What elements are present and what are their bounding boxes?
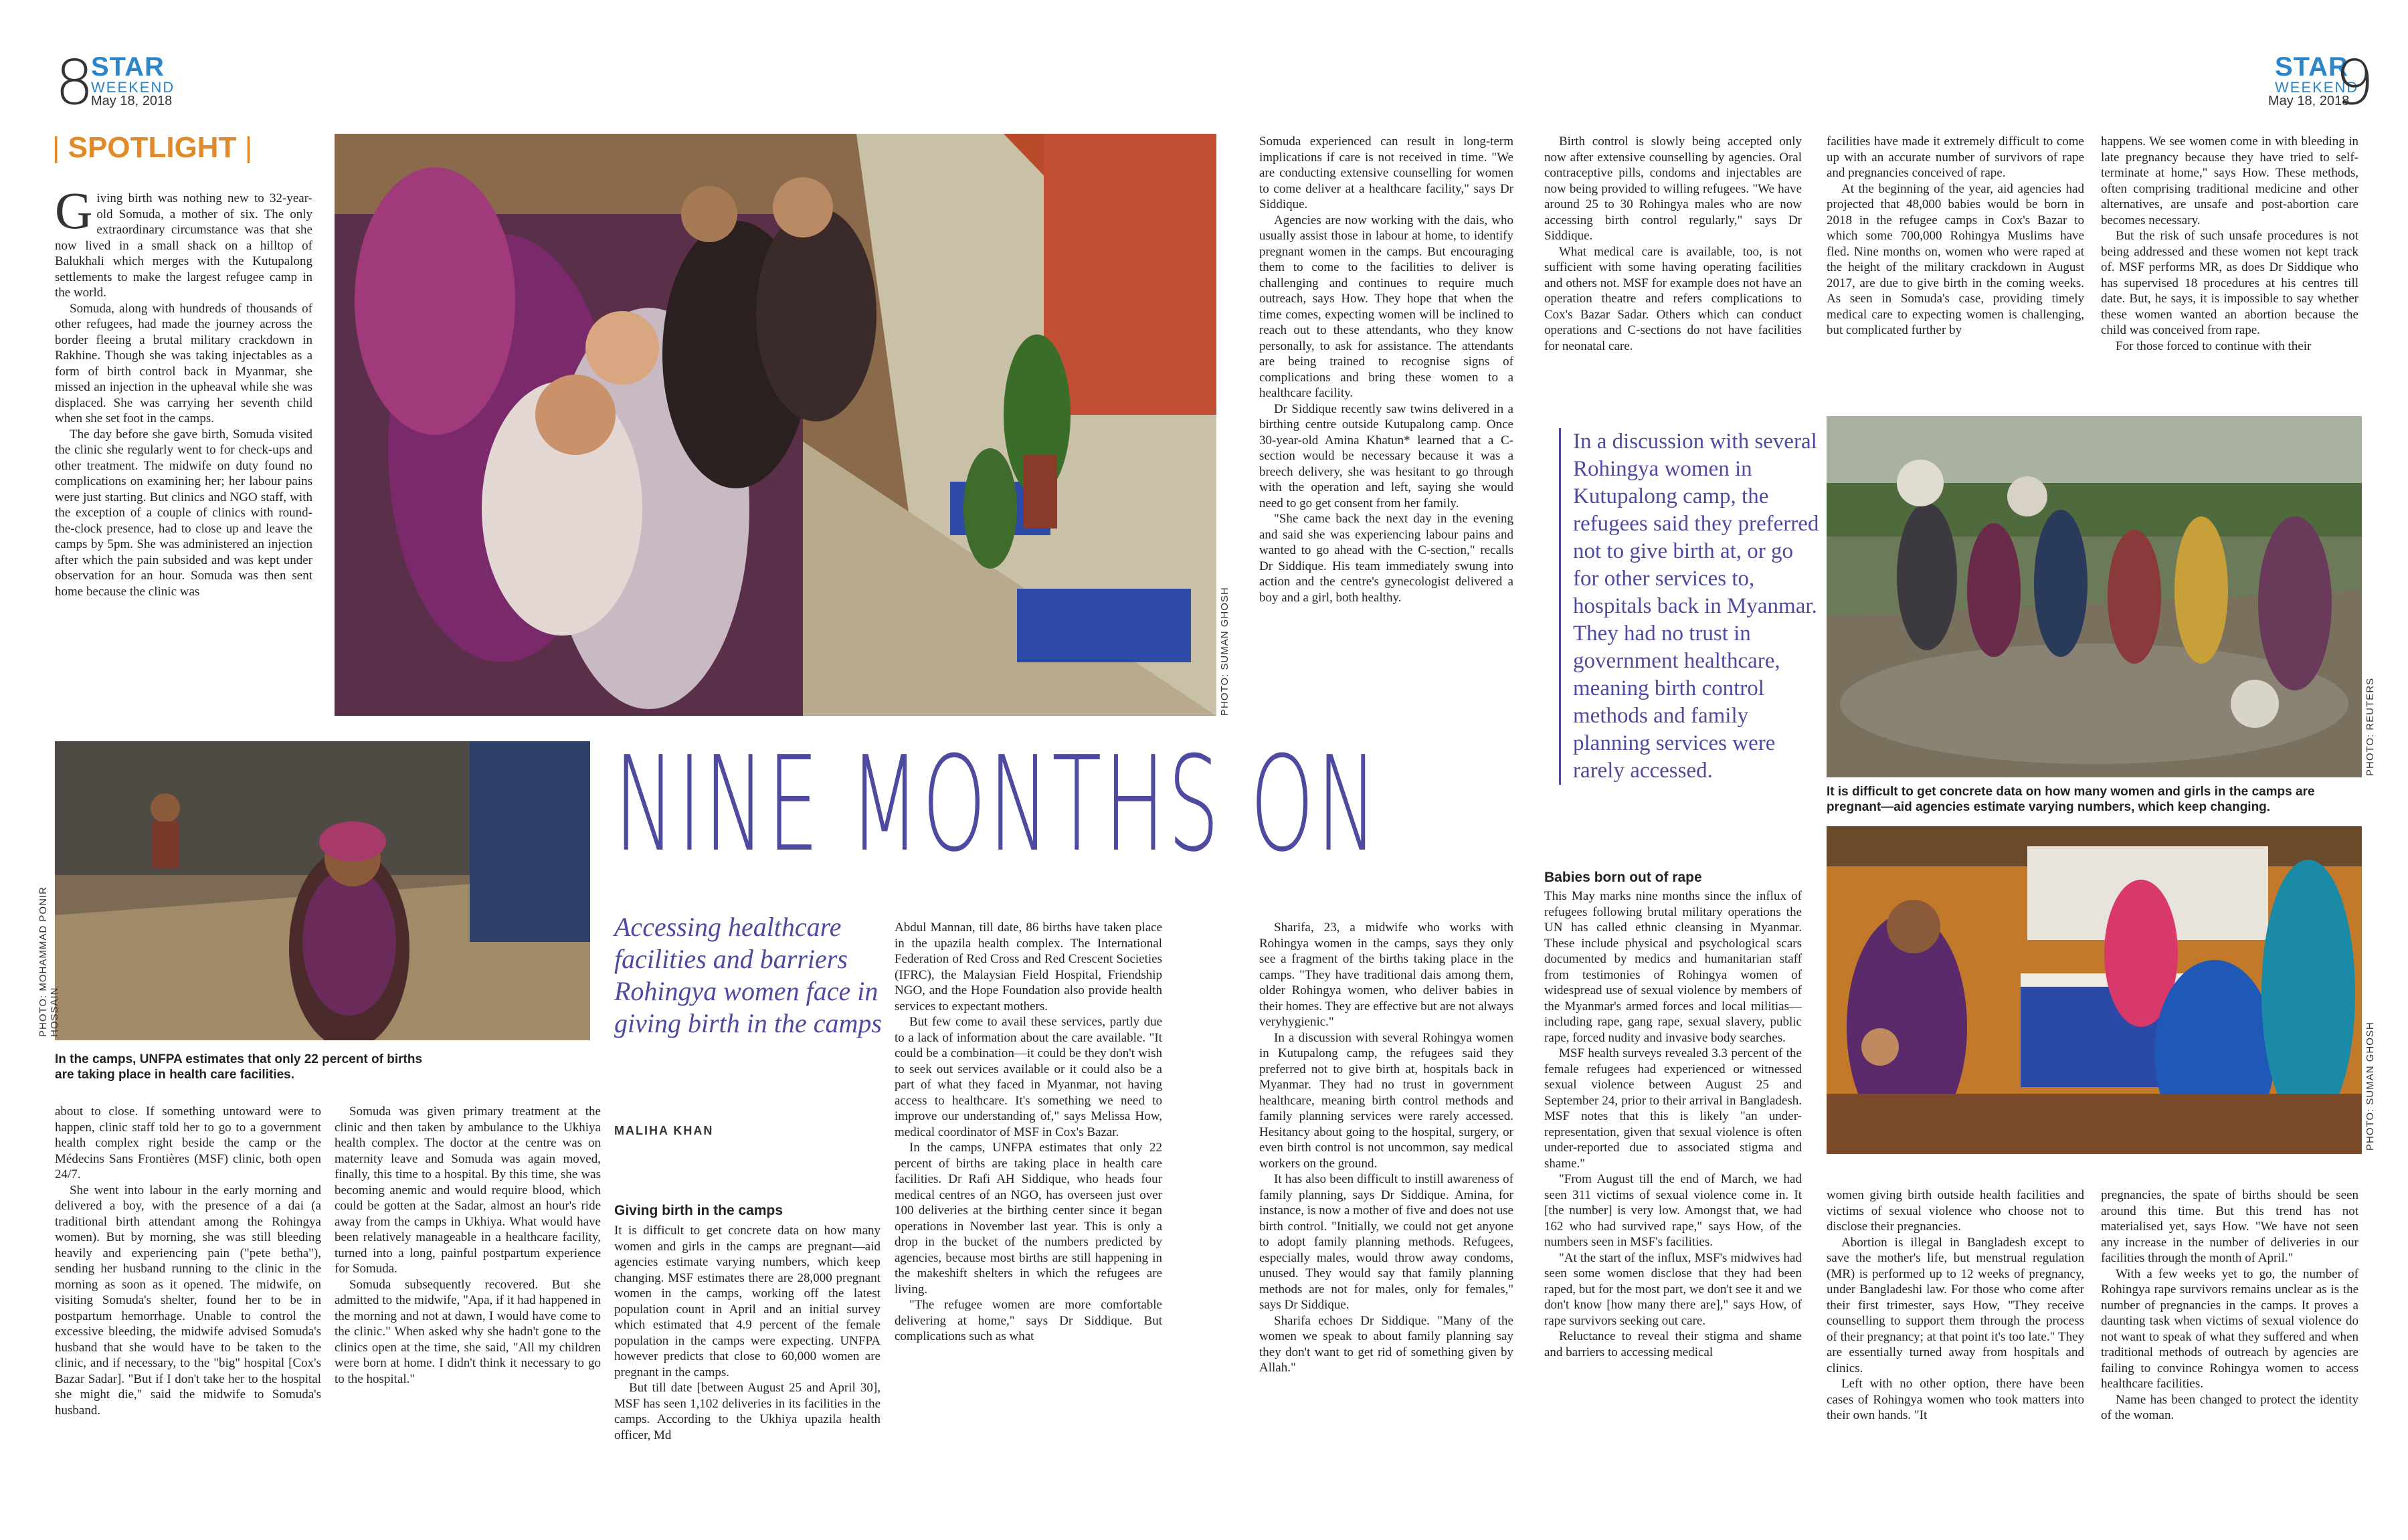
paragraph: Left with no other option, there have been cases of Rohingya women who took matters into their own hands. "It: [1827, 1377, 2084, 1422]
column-4: [614, 1223, 881, 1515]
photo-credit-top: PHOTO: SUMAN GHOSH: [1219, 587, 1230, 716]
paragraph: Name has been changed to protect the identity of the woman.: [2101, 1392, 2358, 1422]
caption-left: In the camps, UNFPA estimates that only 22 percent of births are taking place in health care facilities.: [55, 1052, 423, 1082]
paragraph: It has also been difficult to instill awareness of family planning, says Dr Siddique. Amina, for instance, is now a mother of five and does not use birth control. "Initially, we could not get anyone to adopt family planning methods. Refugees, especially males, would throw away condoms, unused. They would say that family planning methods are not for males, only for females," says Dr Siddique.: [1259, 1172, 1513, 1312]
paragraph: Abortion is illegal in Bangladesh except to save the mother's life, but menstrual regulation (MR) is performed up to 12 weeks of pregnancy, under Bangladeshi law. For those who come after their first trimester, says How, "They receive counselling to support them through the process of their pregnancy; at that point it's too late." They are essentially turned away from hospitals and clinics.: [1827, 1235, 2084, 1375]
paragraph: In the camps, UNFPA estimates that only 22 percent of births are taking place in health care facilities. Dr Rafi AH Siddique, who heads four medical centres of an NGO, has overseen just over 100 deliveries at the birthing center since it began operations in November last year. This is only a drop in the bucket of the numbers predicted by agencies, because most births are still happening in the makeshift shelters in which the refugees are living.: [895, 1141, 1162, 1296]
date-left: May 18, 2018: [91, 94, 173, 108]
photo-refugees-walking: [1827, 416, 2362, 777]
paragraph: happens. We see women come in with bleeding in late pregnancy because they have tried to self-terminate at home," says How. These methods, often comprising traditional medicine and other alternatives, are unsafe and post-abortion care becomes necessary.: [2101, 134, 2358, 227]
paragraph: Somuda subsequently recovered. But she admitted to the midwife, "Apa, if it had happened in the morning and not at dawn, I would have come to the clinic." When asked why she hadn't gone to the clinics open at the time, she said, "All my children were born at home. I didn't think it necessary to go to the hospital.": [335, 1277, 601, 1386]
paragraph: For those forced to continue with their: [2116, 339, 2312, 353]
paragraph: Somuda, along with hundreds of thousands of other refugees, had made the journey across the border fleeing a brutal military crackdown in Rakhine. Though she was taking injectables as a form of birth control back in Myanmar, she missed an injection in the upheaval while she was displaced. She was carrying her seventh child when she set foot in the camps.: [55, 301, 312, 425]
subhead-babies: Babies born out of rape: [1544, 870, 1702, 885]
section-text: SPOTLIGHT: [68, 131, 237, 164]
paragraph: Dr Siddique recently saw twins delivered in a birthing centre outside Kutupalong camp. Once 30-year-old Amina Khatun* learned that a C-section would be necessary because it was a breech delivery, she was hesitant to go through with the operation and left, saying she would need to go get consent from her family.: [1259, 401, 1513, 510]
paragraph: In a discussion with several Rohingya women in Kutupalong camp, the refugees said they preferred not to give birth at, hospitals back in Myanmar. They had no trust in government healthcare, meaning birth control methods and family planning services were rarely accessed. Hesitancy about going to the hospital, surgery, or even birth control is not uncommon, say medical workers on the ground.: [1259, 1030, 1513, 1171]
paragraph: pregnancies, the spate of births should be seen around this time. But this trend has not materialised yet, says How. "We have not seen any increase in the number of deliveries in our facilities through the month of April.": [2101, 1188, 2358, 1265]
column-10-bottom: [2101, 1187, 2358, 1515]
page-number-right: 9: [2335, 47, 2375, 118]
paragraph: MSF health surveys revealed 3.3 percent of the female refugees had experienced or witnessed sexual violence between August 25 and September 24, prior to their arrival in Bangladesh. MSF notes that this is likely "an under-representation, given that sexual violence is often under-reported due to associated stigma and shame.": [1544, 1046, 1802, 1171]
paragraph: Sharifa echoes Dr Siddique. "Many of the women we speak to about family planning say they don't want to get rid of something given by Allah.": [1259, 1313, 1513, 1375]
photo-woman-standing: [55, 741, 590, 1040]
caption-right-top: It is difficult to get concrete data on how many women and girls in the camps are pregnant—aid agencies estimate varying numbers, which keep changing.: [1827, 785, 2315, 814]
paragraph: But few come to avail these services, partly due to a lack of information about the care available. "It could be a combination—it could be they don't wish to seek out services available or it could also be a part of what they faced in Myanmar, not having access to healthcare. It's something we need to improve our understanding of," says Melissa How, medical coordinator of MSF in Cox's Bazar.: [895, 1015, 1162, 1139]
column-1: [55, 191, 312, 726]
photo-refugees-walking-art: [1827, 416, 2362, 777]
paragraph: Somuda was given primary treatment at the clinic and then taken by ambulance to the Ukhiya health complex. The doctor at the centre was on maternity leave and Somuda was again moved, finally, this time to a hospital. By this time, she was becoming anemic and would require blood, which could be gotten at the Sadar, almost an hour's ride away from the camps in Ukhiya. What would have been relatively manageable in a healthcare facility, turned into a long, painful postpartum experience for Somuda.: [335, 1104, 601, 1276]
column-10-top: [2101, 134, 2358, 401]
headline: NINE MONTHS ON: [614, 729, 1380, 881]
paragraph: Birth control is slowly being accepted only now after extensive counselling by agencies. Oral contraceptive pills, condoms and injectables are now being provided to willing refugees. "We have around 25 to 30 Rohingya males who are now accessing birth control regularly," says Dr Siddique.: [1544, 134, 1802, 243]
photo-credit-right-bottom: PHOTO: SUMAN GHOSH: [2365, 1022, 2376, 1151]
paragraph: about to close. If something untoward were to happen, clinic staff told her to go to a government health complex right beside the camp or the Médecins Sans Frontières (MSF) clinic, both open 24/7.: [55, 1104, 321, 1181]
paragraph: But till date [between August 25 and April 30], MSF has seen 1,102 deliveries in its facilities in the camps. According to the Ukhiya upazila health officer, Md: [614, 1381, 881, 1442]
brand-right: STAR: [2275, 52, 2348, 82]
paragraph: The day before she gave birth, Somuda visited the clinic she regularly went to for check-ups and other treatment. The midwife on duty found no complications on examining her; her labour pains were just starting. But clinics and NGO staff, with the exception of a couple of clinics with round-the-clock presence, had to close up and leave the camps by 5pm. She was administered an injection after which the pain subsided and was kept under observation for an hour. Somuda was then sent home because the clinic was: [55, 427, 312, 599]
photo-credit-right-top: PHOTO: REUTERS: [2365, 677, 2376, 776]
column-6: [1259, 134, 1513, 723]
paragraph: women giving birth outside health facilities and victims of sexual violence who choose not to disclose their pregnancies.: [1827, 1188, 2084, 1234]
brand-left: STAR: [91, 52, 165, 82]
paragraph: Sharifa, 23, a midwife who works with Rohingya women in the camps, says they only see a fragment of the births taking place in the camps. "They have traditional dais among them, older Rohingya women, who deliver babies in their homes. They are effective but are not always veryhygienic.": [1259, 921, 1513, 1029]
column-8-top: [1544, 134, 1802, 408]
column-8-bottom: [1544, 888, 1802, 1515]
photo-women-queue: [335, 134, 1216, 716]
paragraph: Somuda experienced can result in long-term implications if care is not received in time. "We are conducting extensive counselling for women to come deliver at a healthcare facility," says Dr Siddique.: [1259, 134, 1513, 211]
subhead-giving-birth: Giving birth in the camps: [614, 1203, 783, 1218]
paragraph: "She came back the next day in the evening and said she was experiencing labour pains and wanted to go ahead with the C-section," recalls Dr Siddique. His team immediately swung into action and the centre's gynecologist delivered a boy and a girl, both healthy.: [1259, 512, 1513, 605]
paragraph: "At the start of the influx, MSF's midwives had seen some women disclose that they had been raped, but for the most part, we don't see it and we don't know [how many there are]," says How, of rape survivors seeking out care.: [1544, 1250, 1802, 1328]
brand-sub-left: WEEKEND: [91, 79, 175, 96]
section-bar-right: |: [244, 131, 253, 164]
photo-women-queue-art: [335, 134, 1216, 716]
column-9-bottom: [1827, 1187, 2084, 1515]
paragraph: She went into labour in the early morning and delivered a boy, with the presence of a dai (a traditional birth attendant among the Rohingya women). But by morning, she was still bleeding heavily and experiencing pain ("pete betha"), sending her husband running to the clinic in the morning as soon as it opened. The midwife, on visiting Somuda's shelter, found her to be in postpartum hemorrhage. Unable to control the excessive bleeding, the midwife advised Somuda's husband that she would have to be taken to the clinic, and if necessary, to the "big" hospital [Cox's Bazar Sadar]. "But if I don't take her to the hospital she might die," said the midwife to Somuda's husband.: [55, 1183, 321, 1418]
column-2: [55, 1104, 321, 1515]
paragraph: At the beginning of the year, aid agencies had projected that 48,000 babies would be born in 2018 in the refugee camps in Cox's Bazar to which some 700,000 Rohingya Muslims have fled. Nine months on, women who were raped at the height of the military crackdown in August 2017, are due to give birth in the coming weeks. As seen in Somuda's case, providing timely medical care to expecting women is challenging, but complicated further by: [1827, 181, 2084, 337]
paragraph: Abdul Mannan, till date, 86 births have taken place in the upazila health complex. The International Federation of Red Cross and Red Crescent Societies (IFRC), the Malaysian Field Hospital, Friendship NGO, and the Hope Foundation also provide health services to expectant mothers.: [895, 921, 1162, 1014]
section-bar-left: |: [52, 131, 60, 164]
paragraph: This May marks nine months since the influx of refugees following brutal military operations the UN has called ethnic cleansing in Myanmar. These include physical and psychological scars documented by medics and humanitarian staff from testimonies of Rohingya women of widespread use of sexual violence by members of the Myanmar's armed forces and local militias—including rape, gang rape, sexual slavery, public rape, forced nudity and invasive body searches.: [1544, 889, 1802, 1045]
section-label: [52, 131, 252, 165]
photo-clinic: [1827, 826, 2362, 1154]
brand-sub-right: WEEKEND: [2275, 79, 2359, 96]
paragraph: It is difficult to get concrete data on how many women and girls in the camps are pregnant—aid agencies estimate varying numbers, which keep changing. MSF estimates there are 28,000 pregnant women in the camps, working off the latest population count in April and an initial survey which estimated that 4.9 percent of the female population in the camps were expecting. UNFPA however predicts that close to 60,000 women are pregnant in the camps.: [614, 1224, 881, 1379]
paragraph: What medical care is available, too, is not sufficient with some having operating facilities and others not. MSF for example does not have an operation theatre and refers complications to Cox's Bazar Sadar. Others which can conduct operations and C-sections do not have facilities for neonatal care.: [1544, 244, 1802, 353]
column-3: [335, 1104, 601, 1515]
byline: MALIHA KHAN: [614, 1124, 714, 1137]
paragraph: With a few weeks yet to go, the number of Rohingya rape survivors remains unclear as is the number of pregnancies in the camps. It proves a daunting task when victims of sexual violence do not want to speak of what they suffered and when traditional methods of outreach by agencies are failing to convince Rohingya women to access healthcare facilities.: [2101, 1266, 2358, 1391]
date-right: May 18, 2018: [2268, 94, 2350, 108]
drop-cap: G: [55, 191, 93, 239]
paragraph: "The refugee women are more comfortable delivering at home," says Dr Siddique. But complications such as what: [895, 1298, 1162, 1343]
paragraph: facilities have made it extremely difficult to come up with an accurate number of survivors of rape and pregnancies conceived of rape.: [1827, 134, 2084, 180]
column-5: [895, 920, 1162, 1515]
paragraph: But the risk of such unsafe procedures is not being addressed and these women not kept track of. MSF performs MR, as does Dr Siddique who has supervised 18 procedures at his centres till date. But, he says, it is impossible to say whether these women wanted an abortion because the child was conceived from rape.: [2101, 229, 2358, 337]
column-9-top: [1827, 134, 2084, 401]
lead-paragraph: iving birth was nothing new to 32-year-old Somuda, a mother of six. The only extraordinary circumstance was that she now lived in a small shack on a hilltop of Balukhali which merges with the Kutupalong settlements to make the largest refugee camp in the world.: [55, 191, 312, 300]
photo-credit-left: PHOTO: MOHAMMAD PONIR HOSSAIN: [37, 886, 60, 1037]
photo-woman-standing-art: [55, 741, 590, 1040]
paragraph: "From August till the end of March, we had seen 311 victims of sexual violence come in. It [the number] is very low. Amongst that, we had 162 who had survived rape," says How, of the numbers seen in MSF's facilities.: [1544, 1172, 1802, 1249]
deck: Accessing healthcare facilities and barriers Rohingya women face in giving birth in the camps: [614, 912, 882, 1038]
page-number-left: 8: [55, 47, 94, 118]
column-7: [1259, 920, 1513, 1515]
paragraph: Agencies are now working with the dais, who usually assist those in labour at home, to identify pregnant women in the camps. But encouraging them to come to the facilities to deliver is challenging and continues to require much outreach, says How. They hope that when the time comes, expecting women will be inclined to reach out to these attendants, who they know personally, to ask for assistance. The attendants are being trained to recognise signs of complications and bring these women to a healthcare facility.: [1259, 213, 1513, 400]
pull-quote: In a discussion with several Rohingya women in Kutupalong camp, the refugees said they preferred not to give birth at, or go for other services to, hospitals back in Myanmar. They had no trust in government healthcare, meaning birth control methods and family planning services were rarely accessed.: [1559, 428, 1821, 785]
photo-clinic-art: [1827, 826, 2362, 1154]
paragraph: Reluctance to reveal their stigma and shame and barriers to accessing medical: [1544, 1329, 1802, 1359]
